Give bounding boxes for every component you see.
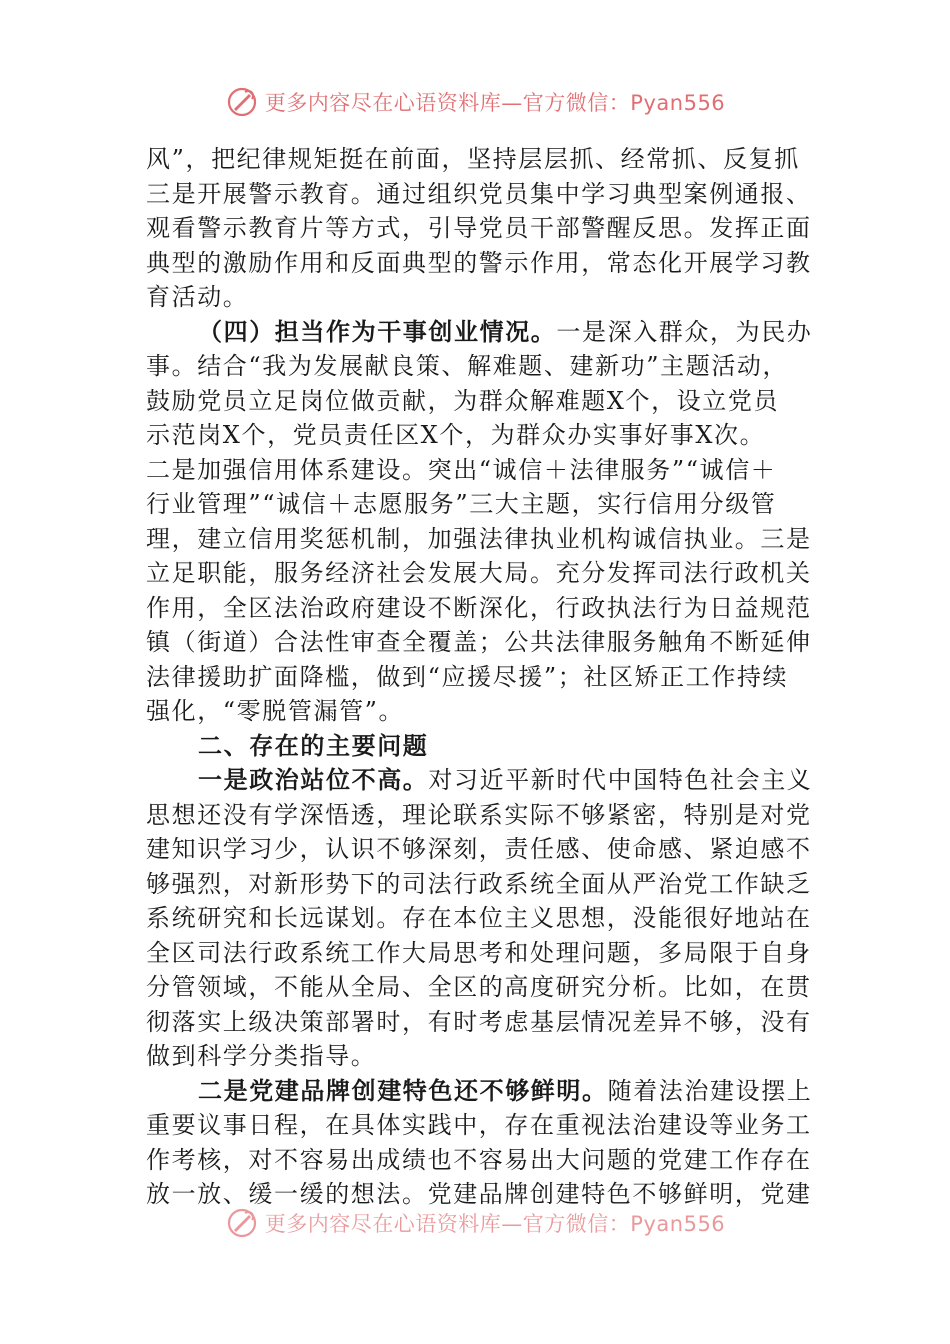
text-line: 放一放、缓一缓的想法。党建品牌创建特色不够鲜明，党建: [146, 1180, 812, 1208]
text-line: 观看警示教育片等方式，引导党员干部警醒反思。发挥正面: [146, 214, 812, 242]
problem-heading-line: 一是政治站位不高。对习近平新时代中国特色社会主义: [198, 765, 813, 794]
problem-heading: 二是党建品牌创建特色还不够鲜明。: [198, 1075, 608, 1105]
text-line: 法律援助扩面降槛，做到“应援尽援”；社区矫正工作持续: [146, 662, 789, 691]
text-line: 鼓励党员立足岗位做贡献，为群众解难题X个，设立党员: [146, 386, 780, 415]
text-line: 行业管理”“诚信＋志愿服务”三大主题，实行信用分级管: [146, 490, 777, 518]
text-line: 做到科学分类指导。: [146, 1042, 377, 1070]
section-heading-line: （四）担当作为干事创业情况。一是深入群众，为民办: [198, 316, 813, 346]
text-line: 育活动。: [146, 283, 249, 311]
section-heading: （四）担当作为干事创业情况。: [198, 316, 557, 346]
problem-heading-line: 二是党建品牌创建特色还不够鲜明。随着法治建设摆上: [198, 1075, 813, 1105]
text-line: 重要议事日程，在具体实践中，存在重视法治建设等业务工: [146, 1111, 812, 1139]
text-line: 分管领域，不能从全局、全区的高度研究分析。比如，在贯: [146, 973, 812, 1001]
watermark-text: 更多内容尽在心语资料库—官方微信：Pyan556: [264, 1212, 726, 1236]
text-line: 作考核，对不容易出成绩也不容易出大问题的党建工作存在: [146, 1145, 812, 1174]
text-line: 事。结合“我为发展献良策、解难题、建新功”主题活动，: [146, 352, 789, 380]
text-line: 强化，“零脱管漏管”。: [146, 697, 405, 725]
watermark-text: 更多内容尽在心语资料库—官方微信：Pyan556: [264, 91, 726, 115]
text-line: 彻落实上级决策部署时，有时考虑基层情况差异不够，没有: [146, 1007, 812, 1036]
text-line: 二是加强信用体系建设。突出“诚信＋法律服务”“诚信＋: [146, 455, 777, 484]
footer-watermark: [0, 1203, 950, 1243]
text-line: 风”，把纪律规矩挺在前面，坚持层层抓、经常抓、反复抓: [146, 145, 800, 173]
pen-logo-icon: [225, 1206, 259, 1240]
text-line: 够强烈，对新形势下的司法行政系统全面从严治党工作缺乏: [146, 869, 812, 898]
text-line: 作用，全区法治政府建设不断深化，行政执法行为日益规范: [146, 593, 812, 622]
text-line: 三是开展警示教育。通过组织党员集中学习典型案例通报、: [146, 179, 812, 208]
text-line: 思想还没有学深悟透，理论联系实际不够紧密，特别是对党: [146, 800, 812, 829]
header-watermark: [0, 82, 950, 122]
text-line: 全区司法行政系统工作大局思考和处理问题，多局限于自身: [146, 938, 812, 967]
pen-logo-icon: [225, 85, 259, 119]
text-line: 建知识学习少，认识不够深刻，责任感、使命感、紧迫感不: [146, 835, 812, 863]
text-line: 镇（街道）合法性审查全覆盖；公共法律服务触角不断延伸: [146, 628, 812, 656]
text-line: 理，建立信用奖惩机制，加强法律执业机构诚信执业。三是: [146, 524, 812, 553]
text-line: 典型的激励作用和反面典型的警示作用，常态化开展学习教: [146, 248, 812, 277]
text-line: 示范岗X个，党员责任区X个，为群众办实事好事X次。: [146, 421, 766, 449]
document-body: [146, 142, 813, 1212]
problem-heading: 一是政治站位不高。: [198, 765, 429, 794]
text-line: 系统研究和长远谋划。存在本位主义思想，没能很好地站在: [146, 904, 812, 932]
chapter-heading: 二、存在的主要问题: [198, 730, 429, 760]
text-line: 立足职能，服务经济社会发展大局。充分发挥司法行政机关: [146, 559, 812, 587]
